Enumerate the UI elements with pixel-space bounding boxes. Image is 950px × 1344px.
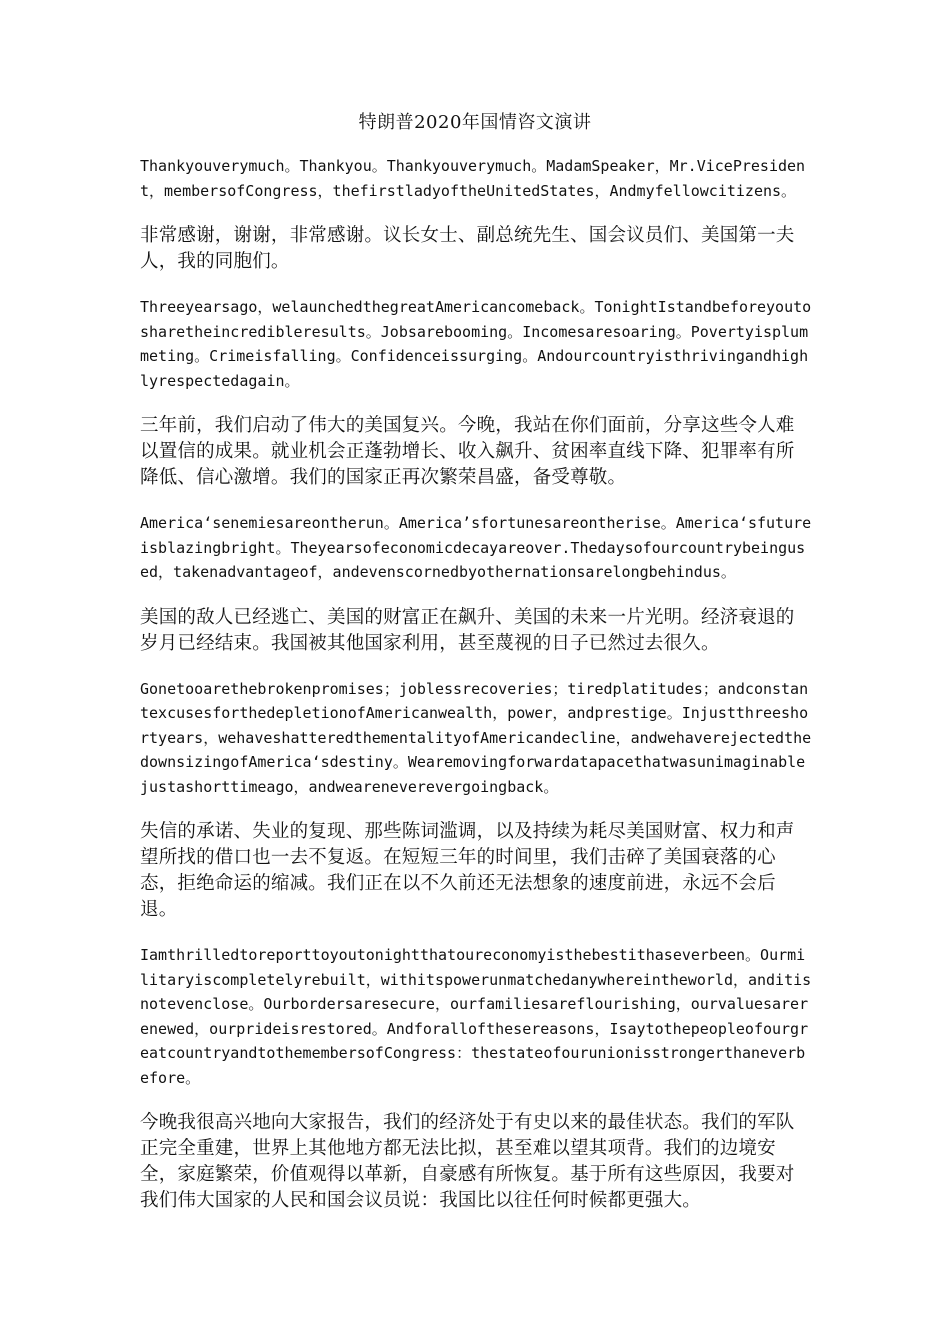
paragraph-chinese: 美国的敌人已经逃亡、美国的财富正在飙升、美国的未来一片光明。经济衰退的岁月已经结束。我国被其他国家利用，甚至蔑视的日子已然过去很久。 (140, 606, 795, 654)
paragraph-chinese: 非常感谢，谢谢，非常感谢。议长女士、副总统先生、国会议员们、美国第一夫人，我的同胞们。 (140, 225, 795, 272)
document-body (140, 154, 812, 1234)
paragraph-chinese: 失信的承诺、失业的复现、那些陈词滥调，以及持续为耗尽美国财富、权力和声望所找的借口也一去不复返。在短短三年的时间里，我们击碎了美国衰落的心态，拒绝命运的缩减。我们正在以不久前还无法想象的速度前进，永远不会后退。 (140, 821, 795, 920)
paragraph-english: Thankyouverymuch。Thankyou。Thankyouverymuch。MadamSpeaker，Mr.VicePresident，membersofCongress，thefirstladyoftheUnitedStates，Andmyfellowcitizens。 (140, 157, 806, 200)
paragraph-english: Threeyearsago，welaunchedthegreatAmericancomeback。TonightIstandbeforeyoutosharetheincredibleresults。Jobsarebooming。Incomesaresoaring。Povertyisplummeting。Crimeisfalling。Confidenceissurging。Andourcountryisthrivingandhighlyrespectedagain。 (140, 298, 812, 390)
paragraph-english: America‘senemiesareontherun。America’sfortunesareontherise。America‘sfutureisblazingbright。Theyearsofeconomicdecayareover.Thedaysofourcountrybeingused，takenadvantageof，andevenscornedbyothernationsarelongbehindus。 (140, 514, 812, 581)
paragraph-chinese: 今晚我很高兴地向大家报告，我们的经济处于有史以来的最佳状态。我们的军队正完全重建，世界上其他地方都无法比拟，甚至难以望其项背。我们的边境安全，家庭繁荣，价值观得以革新，自豪感有所恢复。基于所有这些原因，我要对我们伟大国家的人民和国会议员说：我国比以往任何时候都更强大。 (140, 1112, 795, 1211)
document-title: 特朗普2020年国情咨文演讲 (358, 112, 592, 133)
paragraph-chinese: 三年前，我们启动了伟大的美国复兴。今晚，我站在你们面前，分享这些令人难以置信的成果。就业机会正蓬勃增长、收入飙升、贫困率直线下降、犯罪率有所降低、信心激增。我们的国家正再次繁荣昌盛，备受尊敬。 (140, 415, 795, 488)
paragraph-english: Iamthrilledtoreporttoyoutonightthatoureconomyisthebestithaseverbeen。Ourmilitaryiscompletelyrebuilt，withitspowerunmatchedanywhereintheworld，anditisnotevenclose。Ourbordersaresecure，ourfamiliesareflourishing，ourvaluesarerenewed，ourprideisrestored。Andforallofthesereasons，IsaytothepeopleofourgreatcountryandtothemembersofCongress：thestateofourunionisstrongerthaneverbefore。 (140, 946, 812, 1087)
paragraph-english: Gonetooarethebrokenpromises；joblessrecoveries；tiredplatitudes；andconstantexcusesforthedepletionofAmericanwealth，power，andprestige。Injustthreeshortyears，wehaveshatteredthementalityofAmericandecline，andwehaverejectedthedownsizingofAmerica‘sdestiny。Wearemovingforwardatapacethatwasunimaginablejustashorttimeago，andweareneverevergoingback。 (140, 679, 812, 796)
